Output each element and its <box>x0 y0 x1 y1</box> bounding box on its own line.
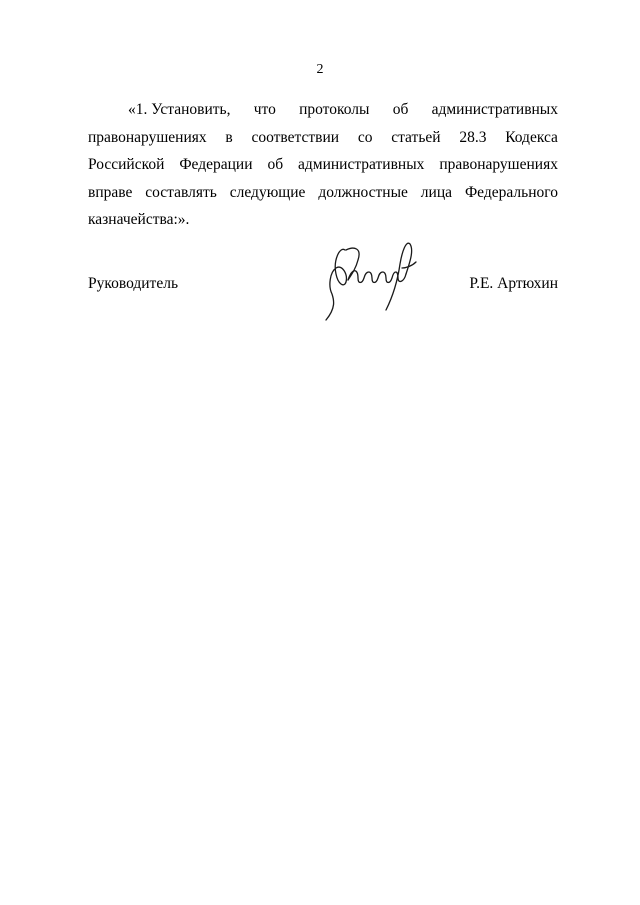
body-word: правонарушениях <box>88 128 207 146</box>
body-word: 28.3 <box>459 128 487 146</box>
position-title: Руководитель <box>88 275 179 292</box>
body-word: должностные <box>318 183 408 201</box>
body-word: со <box>357 128 373 146</box>
body-line <box>88 96 558 124</box>
body-word: Кодекса <box>505 128 558 146</box>
body-word: «1. Установить, <box>128 101 231 118</box>
signer-name: Р.Е. Артюхин <box>469 275 558 292</box>
body-word: об <box>267 156 284 173</box>
body-word: соответствии <box>251 128 340 146</box>
body-line <box>88 124 558 152</box>
body-line <box>88 151 558 179</box>
body-word: протоколы <box>299 101 370 118</box>
body-word: Федерации <box>179 156 253 173</box>
body-word: что <box>253 101 276 118</box>
body-word: статьей <box>391 128 441 146</box>
body-word: административных <box>431 101 558 118</box>
handwritten-signature <box>318 238 418 326</box>
body-line <box>88 206 558 234</box>
body-paragraph <box>88 96 558 234</box>
body-word: административных <box>298 156 425 173</box>
body-word: правонарушениях <box>439 156 558 173</box>
body-word: в <box>225 128 233 146</box>
body-word: следующие <box>229 183 306 201</box>
body-word: составлять <box>145 183 217 201</box>
body-word: об <box>392 101 409 118</box>
body-line <box>88 179 558 207</box>
page-number: 2 <box>316 62 324 77</box>
body-word: лица <box>420 183 453 201</box>
body-word: Российской <box>88 156 165 173</box>
body-word: казначейства:». <box>88 211 190 228</box>
body-word: вправе <box>88 183 133 201</box>
body-word: Федерального <box>464 183 558 201</box>
